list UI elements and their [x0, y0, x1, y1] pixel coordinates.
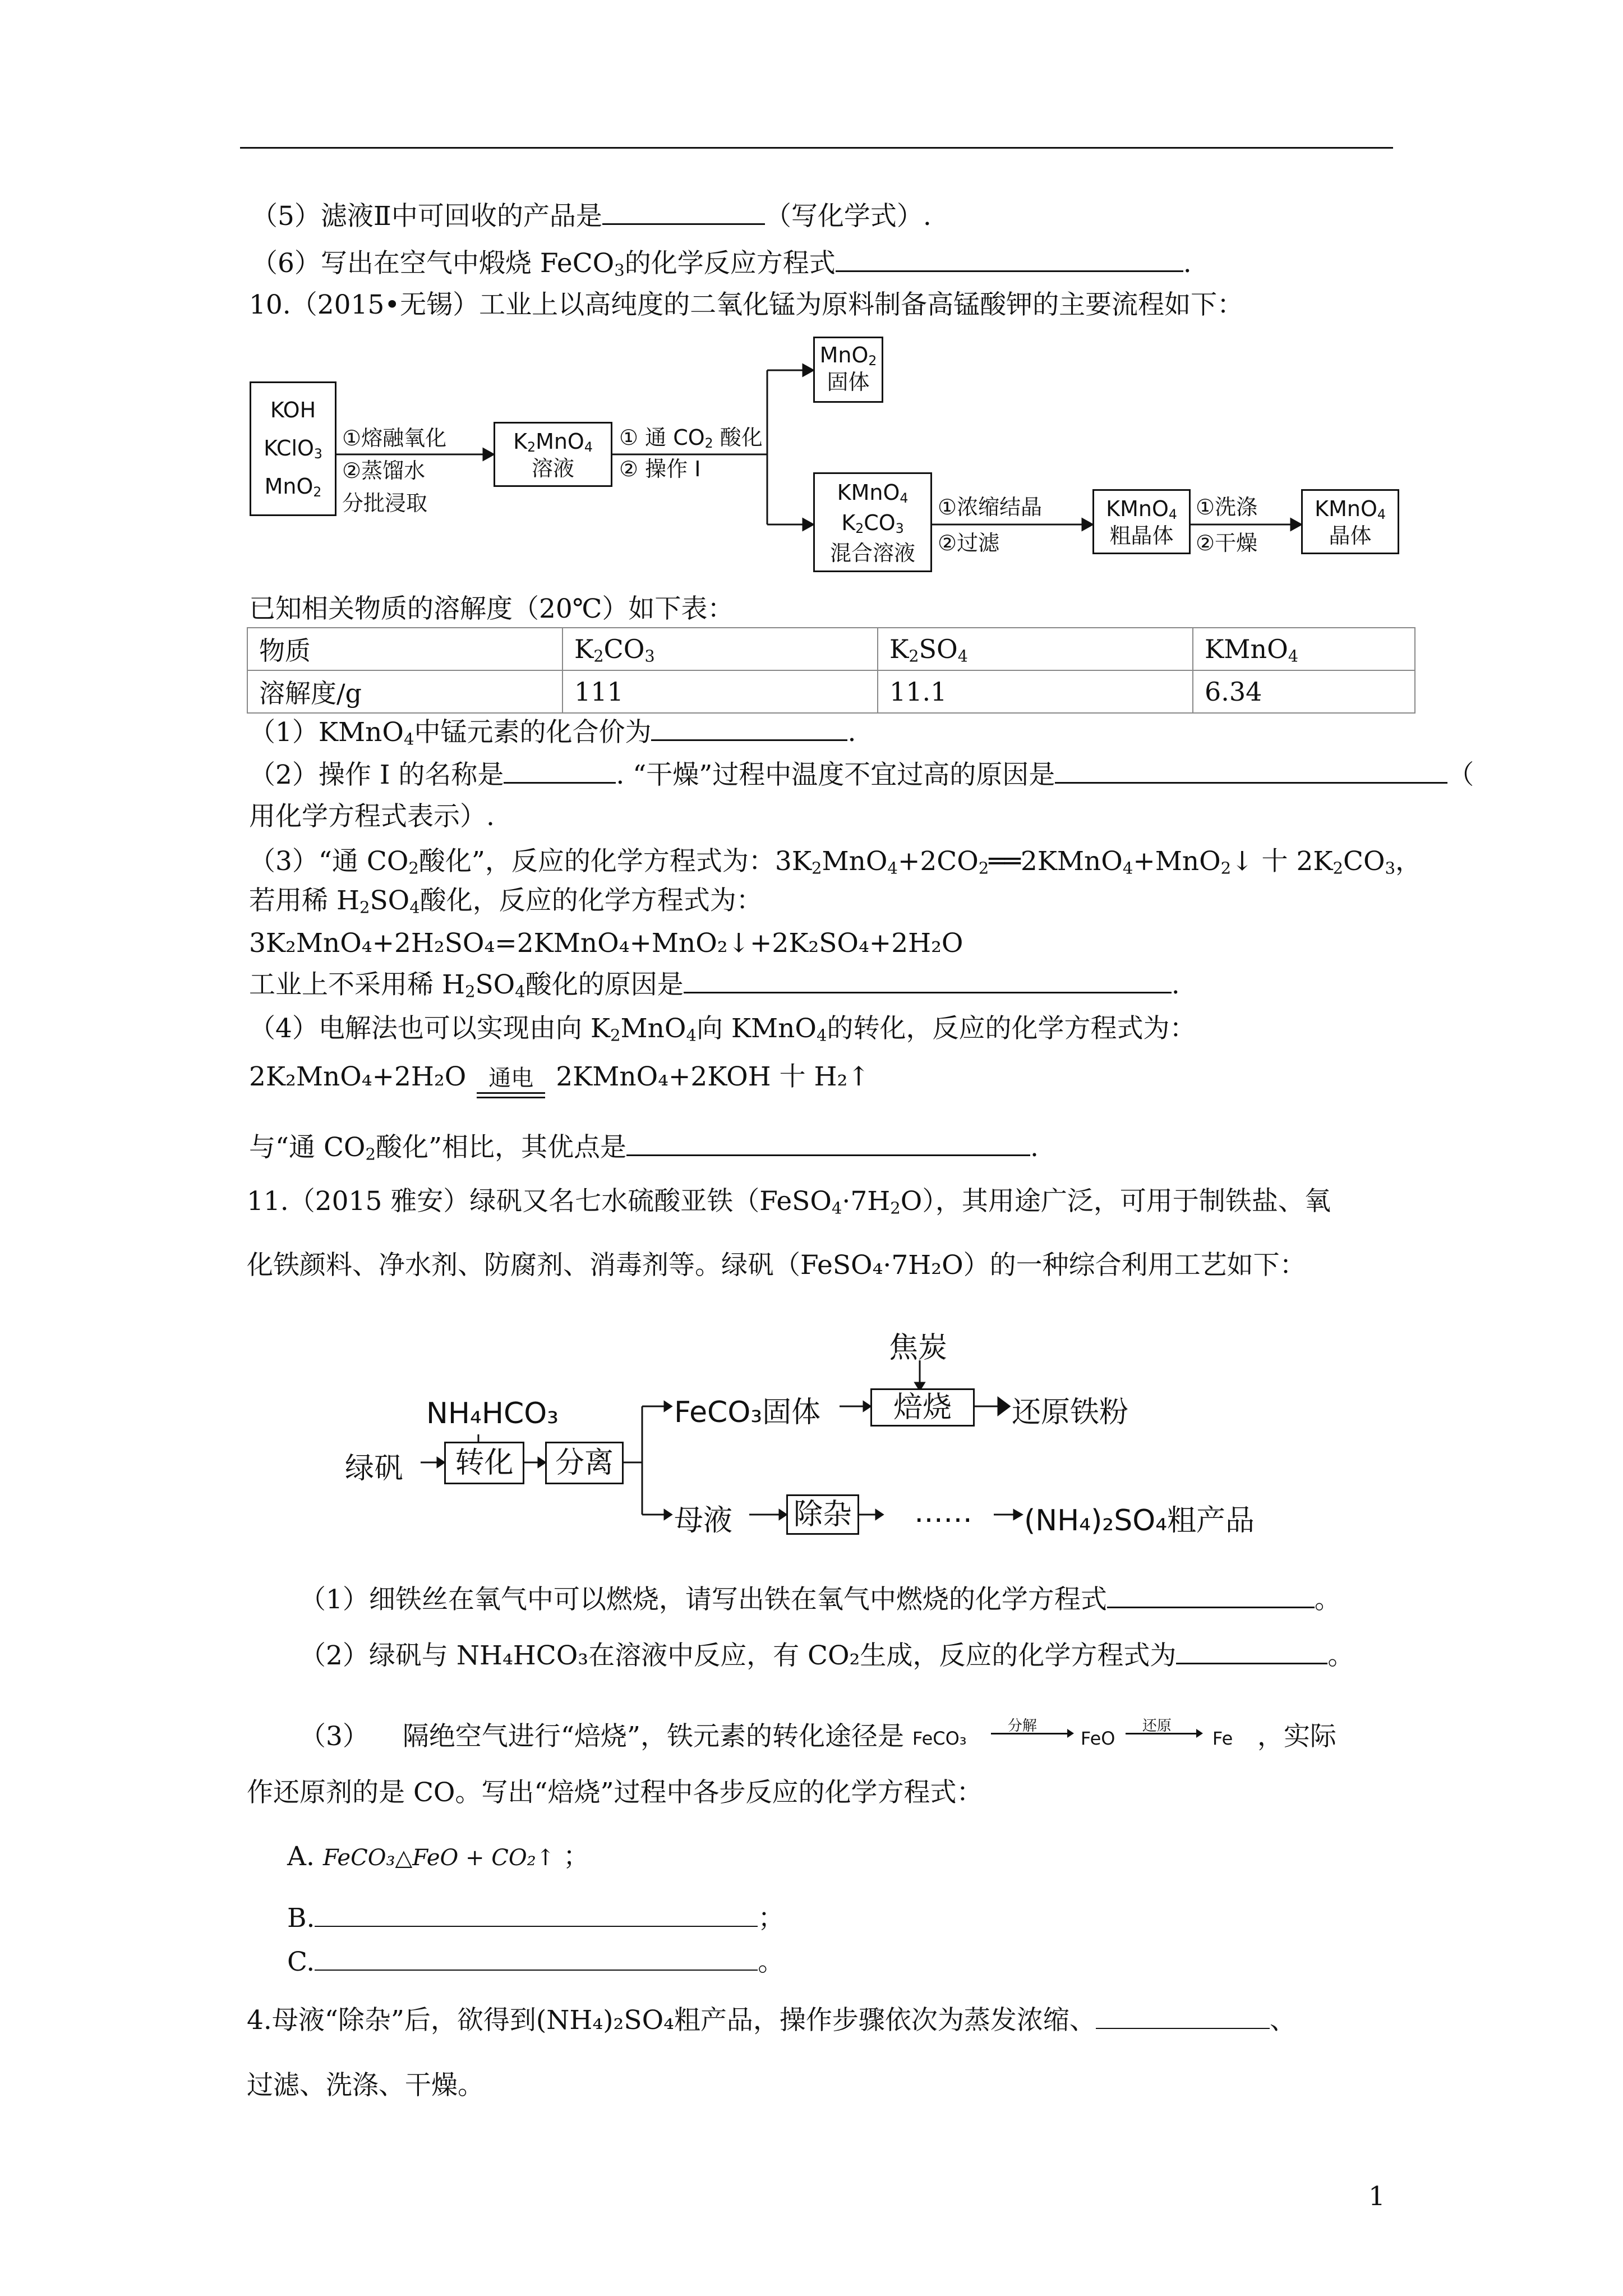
table-cell: 溶解度/g — [247, 670, 562, 713]
flow-final-crystal: KMnO$_4$ 晶体 — [1301, 489, 1399, 554]
q10-part3-equation: 3K₂MnO₄+2H₂SO₄=2KMnO₄+MnO₂↓+2K₂SO₄+2H₂O — [249, 928, 963, 959]
q9-part6: （6）写出在空气中煅烧 FeCO$_3$的化学反应方程式 . — [251, 248, 1192, 280]
q11-answer-b: B. ； — [287, 1903, 785, 1934]
q11-answer-c: C. 。 — [287, 1947, 785, 1977]
flow-feco3-solid: FeCO₃固体 — [674, 1396, 821, 1429]
q10-part3: （3）“通 $CO_2$酸化”，反应的化学方程式为：$3K_2MnO_4+2CO_2══2KMnO_4+MnO_2↓$ 十 $2K_2CO_3$， — [249, 846, 1422, 878]
answer-blank[interactable] — [315, 1946, 758, 1971]
iron-conversion-path: FeCO₃ 分解 FeO 还原 Fe — [912, 1718, 1233, 1749]
table-cell: 111 — [562, 670, 878, 713]
page-number: 1 — [1368, 2181, 1385, 2212]
flow-crude-crystal: KMnO$_4$ 粗晶体 — [1092, 489, 1191, 554]
answer-blank[interactable] — [315, 1902, 758, 1927]
q11-title-line2: 化铁颜料、净水剂、防腐剂、消毒剂等。绿矾（FeSO₄·7H₂O）的一种综合利用工艺如下： — [247, 1250, 1306, 1281]
flow-step2-label: ① 通 $CO_2$ 酸化 ② 操作 I — [619, 425, 763, 481]
q9-part5: （5）滤液Ⅱ中可回收的产品是 （写化学式）. — [251, 201, 932, 232]
q10-part3-line2: 若用稀 $H_2SO_4$酸化，反应的化学方程式为： — [249, 885, 763, 917]
table-cell: 6.34 — [1193, 670, 1415, 713]
flow-nh4hco3: NH₄HCO₃ — [426, 1397, 559, 1430]
q10-part1: （1）KMnO$_4$中锰元素的化合价为 . — [249, 717, 856, 749]
q10-part4-equation: 2K₂MnO₄+2H₂O 通电 2KMnO₄+2KOH 十 H₂↑ — [249, 1060, 870, 1095]
q11-part1: （1）细铁丝在氧气中可以燃烧，请写出铁在氧气中燃烧的化学方程式 。 — [299, 1584, 1341, 1615]
q11-part4: 4.母液“除杂”后，欲得到(NH₄)₂SO₄粗产品，操作步骤依次为蒸发浓缩、 、 — [247, 2005, 1296, 2036]
flow-mixed-solution: KMnO$_4$ $K_2CO_3$ 混合溶液 — [813, 472, 932, 572]
q11-part2: （2）绿矾与 NH₄HCO₃在溶液中反应，有 CO₂生成，反应的化学方程式为 。 — [299, 1640, 1354, 1671]
flow-step4-label: ①洗涤 ②干燥 — [1196, 495, 1258, 555]
answer-blank[interactable] — [1107, 1583, 1315, 1608]
flow-reduced-iron: 还原铁粉 — [1012, 1396, 1129, 1429]
flow-raw-materials: KOH KClO$_3$ MnO$_2$ — [250, 381, 336, 516]
q10-table-intro: 已知相关物质的溶解度（20℃）如下表： — [249, 593, 734, 624]
flow-coke: 焦炭 — [889, 1331, 948, 1365]
table-cell: 物质 — [247, 628, 562, 670]
flow-mother-liquor: 母液 — [674, 1504, 733, 1538]
flow-convert-box: 转化 — [444, 1442, 524, 1484]
q10-part3-line4: 工业上不采用稀 $H_2SO_4$酸化的原因是 . — [249, 969, 1180, 1001]
flow-k2mno4-solution: $K_2MnO_4$ 溶液 — [494, 422, 612, 487]
q11-part3: （3） 隔绝空气进行“焙烧”，铁元素的转化途径是 FeCO₃ 分解 FeO 还原 Fe ，实际 — [299, 1720, 1336, 1755]
answer-blank[interactable] — [1096, 2004, 1270, 2029]
q11-part3-line2: 作还原剂的是 CO。写出“焙烧”过程中各步反应的化学方程式： — [247, 1777, 983, 1808]
answer-blank[interactable] — [1176, 1639, 1327, 1664]
q11-part4-line2: 过滤、洗涤、干燥。 — [247, 2070, 484, 2101]
table-cell: $K_2SO_4$ — [878, 628, 1193, 670]
flow-step1-label: ①熔融氧化 ②蒸馏水 分批浸取 — [342, 426, 447, 516]
flow-roast-box: 焙烧 — [870, 1388, 975, 1427]
flow-dots: …… — [914, 1496, 972, 1529]
q10-part4-last: 与“通 $CO_2$酸化”相比，其优点是 . — [249, 1132, 1039, 1164]
flow-purify-box: 除杂 — [786, 1494, 859, 1535]
q10-part2-cont: 用化学方程式表示）. — [249, 801, 495, 832]
q11-answer-a: A. FeCO₃△FeO + CO₂↑ ； — [287, 1841, 590, 1872]
q10-title: 10.（2015•无锡）工业上以高纯度的二氧化锰为原料制备高锰酸钾的主要流程如下： — [249, 289, 1244, 320]
flow-mno2-solid: MnO$_2$ 固体 — [813, 337, 883, 403]
q10-part4: （4）电解法也可以实现由向 $K_2MnO_4$向 KMnO$_4$的转化，反应的化学方程式为： — [249, 1013, 1196, 1045]
table-cell: $K_2CO_3$ — [562, 628, 878, 670]
flow-green-vitriol: 绿矾 — [345, 1452, 404, 1485]
flow-product: (NH₄)₂SO₄粗产品 — [1024, 1504, 1255, 1538]
flow-step3-label: ①浓缩结晶 ②过滤 — [938, 495, 1043, 555]
table-cell: KMnO$_4$ — [1193, 628, 1415, 670]
q11-title: 11.（2015 雅安）绿矾又名七水硫酸亚铁$(FeSO_4\cdot 7H_2O)$，其用途广泛，可用于制铁盐、氧 — [247, 1186, 1331, 1218]
q10-part2: （2）操作 I 的名称是 . “干燥”过程中温度不宜过高的原因是 （ — [249, 760, 1474, 790]
flow-separate-box: 分离 — [545, 1442, 624, 1484]
table-cell: 11.1 — [878, 670, 1193, 713]
